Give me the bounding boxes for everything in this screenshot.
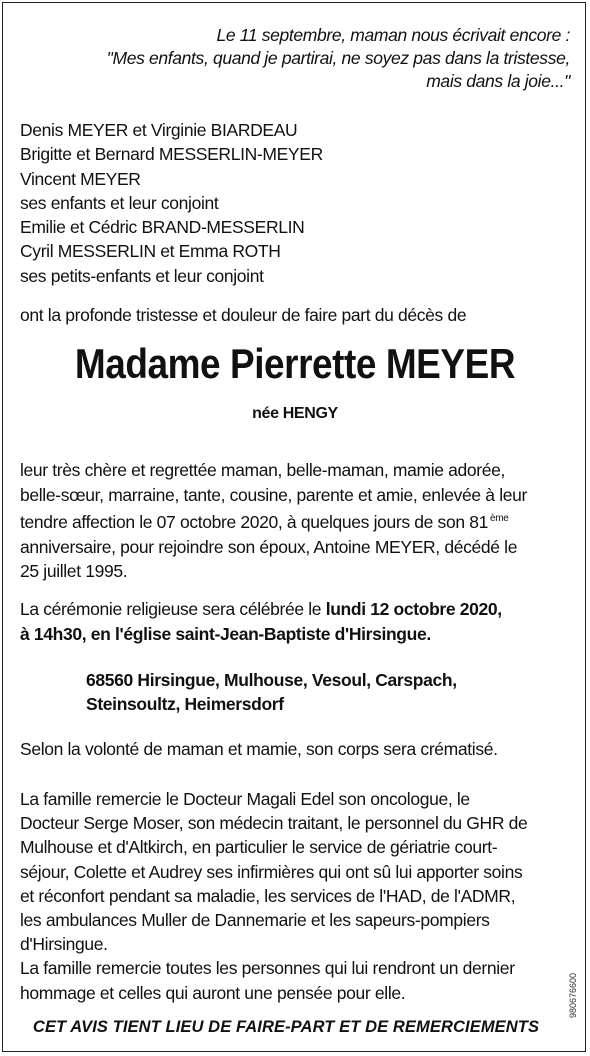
ceremony-text: La cérémonie religieuse sera célébrée le [20,599,326,619]
thanks-line: séjour, Colette et Audrey ses infirmières qui ont sû lui apporter soins [20,861,523,882]
announcement-intro: ont la profonde tristesse et douleur de faire part du décès de [20,305,467,325]
ceremony-date: lundi 12 octobre 2020, [325,599,502,619]
tribute-paragraph [20,458,527,584]
thanks-line: Docteur Serge Moser, son médecin traitant, le personnel du GHR de [20,813,528,834]
maiden-name: née HENGY [252,405,338,422]
family-line: Emilie et Cédric BRAND-MESSERLIN [20,217,305,238]
thanks-line: La famille remercie toutes les personnes qui lui rendront un dernier [20,958,515,979]
ceremony-info [20,597,502,647]
towns-line: 68560 Hirsingue, Mulhouse, Vesoul, Carspach, [86,670,457,690]
cremation-note: Selon la volonté de maman et mamie, son corps sera crématisé. [20,739,498,759]
thanks-line: les ambulances Muller de Dannemarie et les sapeurs-pompiers [20,910,490,931]
family-line: Denis MEYER et Virginie BIARDEAU [20,120,298,140]
quote-line: Le 11 septembre, maman nous écrivait encore : [216,25,570,45]
tribute-line: belle-sœur, marraine, tante, cousine, parente et amie, enlevée à leur [20,484,527,505]
family-line: Cyril MESSERLIN et Emma ROTH [20,241,281,262]
tribute-line [20,507,527,535]
ceremony-line [20,597,502,622]
family-line: ses enfants et leur conjoint [20,192,219,213]
family-line: Brigitte et Bernard MESSERLIN-MEYER [20,144,323,165]
thanks-line: Mulhouse et d'Altkirch, en particulier le service de gériatrie court- [20,837,498,858]
tribute-line: anniversaire, pour rejoindre son époux, Antoine MEYER, décédé le [20,536,518,557]
thanks-line: La famille remercie le Docteur Magali Edel son oncologue, le [20,789,470,809]
opening-quote [50,24,570,93]
towns-line: Steinsoultz, Heimersdorf [86,694,284,714]
quote-line: "Mes enfants, quand je partirai, ne soyez pas dans la tristesse, [106,48,570,68]
thanks-line: d'Hirsingue. [20,934,108,955]
thanks-line: et réconfort pendant sa maladie, les services de l'HAD, de l'ADMR, [20,885,516,906]
ceremony-place: à 14h30, en l'église saint-Jean-Baptiste d'Hirsingue. [20,624,431,644]
tribute-line: leur très chère et regrettée maman, belle-maman, mamie adorée, [20,460,506,480]
family-line: Vincent MEYER [20,168,141,189]
thanks-line: hommage et celles qui auront une pensée pour elle. [20,982,406,1003]
ordinal-suffix: ème [490,513,509,524]
family-list [20,118,323,288]
quote-line: mais dans la joie..." [426,71,570,91]
tribute-line-text: tendre affection le 07 octobre 2020, à quelques jours de son 81 [20,512,488,532]
footer-notice: CET AVIS TIENT LIEU DE FAIRE-PART ET DE REMERCIEMENTS [32,1018,540,1036]
family-line: ses petits-enfants et leur conjoint [20,265,264,286]
reference-number: 980676600 [568,972,578,1018]
thanks-paragraph [20,787,527,1005]
tribute-line: 25 juillet 1995. [20,561,128,581]
towns-list [86,668,457,716]
deceased-name: Madame Pierrette MEYER [74,340,516,387]
